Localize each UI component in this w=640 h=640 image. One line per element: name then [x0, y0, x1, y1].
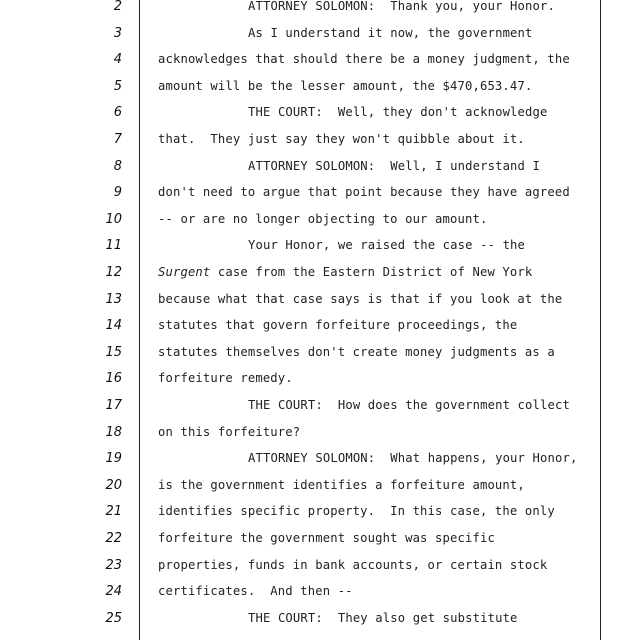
line-number: 4 — [113, 52, 122, 68]
line-text: amount will be the lesser amount, the $470,653.47. — [158, 78, 533, 93]
case-name-italic: Surgent — [158, 265, 211, 279]
line-text: ATTORNEY SOLOMON: Thank you, your Honor. — [248, 0, 555, 13]
line-number: 19 — [105, 451, 122, 467]
transcript-line — [0, 345, 640, 371]
line-text: forfeiture the government sought was specific — [158, 531, 495, 545]
line-text-rest: case from the Eastern District of New York — [210, 265, 533, 279]
line-text: certificates. And then -- — [158, 584, 353, 599]
line-text: acknowledges that should there be a money judgment, the — [158, 52, 570, 67]
transcript-line — [0, 558, 640, 584]
line-number: 18 — [105, 424, 122, 440]
transcript-line — [0, 132, 640, 158]
line-text: that. They just say they won't quibble about it. — [158, 132, 525, 146]
line-number: 8 — [113, 158, 122, 174]
line-text — [158, 265, 532, 279]
transcript-line — [0, 185, 640, 211]
line-text: forfeiture remedy. — [158, 371, 293, 386]
transcript-line — [0, 79, 640, 105]
transcript-line — [0, 611, 640, 637]
line-text: because what that case says is that if you look at the — [158, 291, 563, 306]
line-number: 9 — [113, 185, 122, 201]
transcript-line — [0, 52, 640, 78]
line-text: statutes that govern forfeiture proceedings, the — [158, 318, 518, 333]
line-number: 24 — [105, 584, 122, 600]
line-number: 21 — [105, 504, 122, 520]
line-text: Your Honor, we raised the case -- the — [248, 238, 526, 253]
transcript-line — [0, 504, 640, 530]
line-number: 16 — [105, 371, 122, 387]
line-text: properties, funds in bank accounts, or certain stock — [158, 557, 548, 572]
transcript-line — [0, 0, 640, 25]
line-text: -- or are no longer objecting to our amount. — [158, 211, 488, 226]
line-text: is the government identifies a forfeiture amount, — [158, 477, 525, 492]
line-text: ATTORNEY SOLOMON: What happens, your Honor, — [248, 451, 578, 466]
line-text: don't need to argue that point because they have agreed — [158, 185, 570, 200]
line-number: 2 — [113, 0, 122, 14]
transcript-line — [0, 265, 640, 291]
line-number: 25 — [105, 610, 122, 626]
line-number: 11 — [105, 238, 122, 254]
line-number: 17 — [105, 398, 122, 413]
transcript-line — [0, 584, 640, 610]
line-number: 5 — [113, 78, 122, 94]
line-text: THE COURT: They also get substitute — [248, 610, 518, 625]
line-number: 3 — [113, 25, 122, 41]
transcript-line — [0, 398, 640, 424]
transcript-line — [0, 159, 640, 185]
transcript-line — [0, 318, 640, 344]
line-text: on this forfeiture? — [158, 424, 301, 439]
line-number: 10 — [105, 211, 122, 227]
line-number: 7 — [113, 132, 122, 147]
line-number: 20 — [105, 477, 122, 493]
transcript-line — [0, 371, 640, 397]
transcript-line — [0, 292, 640, 318]
line-number: 14 — [105, 318, 122, 334]
line-number: 12 — [105, 265, 122, 280]
line-text: THE COURT: Well, they don't acknowledge — [248, 105, 548, 120]
transcript-line — [0, 238, 640, 264]
transcript-line — [0, 478, 640, 504]
line-number: 23 — [105, 557, 122, 573]
transcript-line — [0, 26, 640, 52]
line-number: 13 — [105, 291, 122, 307]
line-text: statutes themselves don't create money judgments as a — [158, 344, 555, 359]
transcript-line — [0, 451, 640, 477]
line-number: 15 — [105, 344, 122, 360]
line-text: ATTORNEY SOLOMON: Well, I understand I — [248, 158, 541, 173]
transcript-line — [0, 531, 640, 557]
line-number: 22 — [105, 531, 122, 546]
line-text: identifies specific property. In this case, the only — [158, 504, 555, 519]
line-text: THE COURT: How does the government collect — [248, 398, 570, 412]
transcript-line — [0, 425, 640, 451]
line-number: 6 — [113, 105, 122, 121]
transcript-line — [0, 212, 640, 238]
transcript-line — [0, 105, 640, 131]
line-text: As I understand it now, the government — [248, 25, 533, 40]
